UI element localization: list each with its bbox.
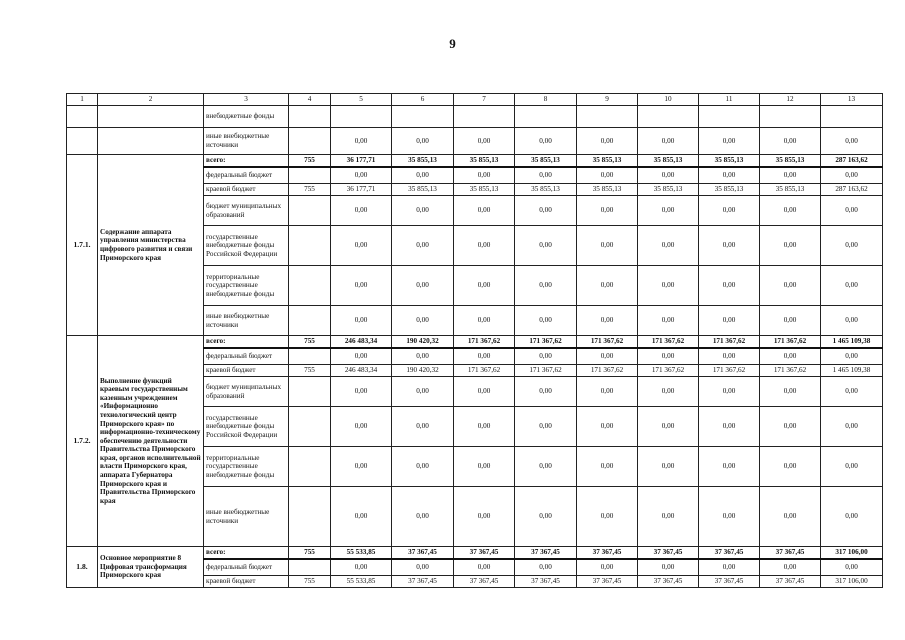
amount-cell: 35 855,13: [760, 155, 821, 167]
amount-cell: 0,00: [331, 348, 392, 365]
budget-code: [289, 167, 331, 184]
table-row: [67, 106, 883, 128]
amount-cell: 0,00: [392, 487, 454, 547]
amount-cell: 0,00: [392, 128, 454, 155]
section-name: Выполнение функций краевым государственным казенным учреждением «Информационно технологический центр Приморского края» по информационно-техническому обеспечению деятельности Правительства Приморского края, органов исполнительной власти Приморского края, аппарата Губернатора Приморского края и Правительства Приморского края: [98, 336, 204, 547]
budget-code: 755: [289, 547, 331, 559]
amount-cell: 171 367,62: [577, 336, 638, 348]
amount-cell: 0,00: [638, 559, 699, 576]
amount-cell: 35 855,13: [577, 155, 638, 167]
amount-cell: 0,00: [821, 348, 883, 365]
page-number: 9: [449, 36, 456, 51]
amount-cell: 0,00: [577, 226, 638, 266]
header-cell: 6: [392, 94, 454, 106]
budget-code: [289, 377, 331, 407]
amount-cell: 0,00: [331, 128, 392, 155]
amount-cell: 37 367,45: [577, 547, 638, 559]
budget-code: [289, 487, 331, 547]
amount-cell: 0,00: [515, 226, 577, 266]
amount-cell: 0,00: [699, 447, 760, 487]
amount-cell: 35 855,13: [392, 155, 454, 167]
amount-cell: 0,00: [821, 226, 883, 266]
amount-cell: 0,00: [577, 167, 638, 184]
amount-cell: 0,00: [638, 266, 699, 306]
budget-code: [289, 128, 331, 155]
budget-code: [289, 266, 331, 306]
amount-cell: 55 533,85: [331, 576, 392, 588]
amount-cell: 0,00: [699, 196, 760, 226]
budget-code: 755: [289, 336, 331, 348]
section-number: 1.8.: [67, 547, 98, 588]
amount-cell: 0,00: [454, 226, 515, 266]
amount-cell: 0,00: [331, 266, 392, 306]
amount-cell: 0,00: [331, 559, 392, 576]
funding-source: краевой бюджет: [204, 184, 289, 196]
amount-cell: 35 855,13: [454, 155, 515, 167]
amount-cell: 0,00: [331, 167, 392, 184]
amount-cell: [821, 106, 883, 128]
amount-cell: [577, 106, 638, 128]
amount-cell: 0,00: [331, 407, 392, 447]
section-total-row: [67, 336, 883, 348]
amount-cell: 37 367,45: [638, 547, 699, 559]
amount-cell: 55 533,85: [331, 547, 392, 559]
amount-cell: 0,00: [515, 128, 577, 155]
amount-cell: 35 855,13: [392, 184, 454, 196]
amount-cell: 171 367,62: [454, 336, 515, 348]
amount-cell: 0,00: [821, 407, 883, 447]
funding-source: федеральный бюджет: [204, 559, 289, 576]
amount-cell: 35 855,13: [515, 184, 577, 196]
header-cell: 3: [204, 94, 289, 106]
amount-cell: [392, 106, 454, 128]
amount-cell: 0,00: [515, 407, 577, 447]
amount-cell: 0,00: [577, 559, 638, 576]
amount-cell: [760, 106, 821, 128]
amount-cell: 0,00: [760, 447, 821, 487]
amount-cell: 171 367,62: [699, 336, 760, 348]
amount-cell: 0,00: [577, 407, 638, 447]
table-row: [67, 128, 883, 155]
header-cell: 2: [98, 94, 204, 106]
budget-code: 755: [289, 155, 331, 167]
amount-cell: 287 163,62: [821, 184, 883, 196]
amount-cell: 171 367,62: [454, 365, 515, 377]
amount-cell: 37 367,45: [760, 547, 821, 559]
section-name-cell: [98, 128, 204, 155]
amount-cell: 0,00: [515, 348, 577, 365]
amount-cell: 171 367,62: [760, 336, 821, 348]
section-name: Основное мероприятие 8 Цифровая трансформация Приморского края: [98, 547, 204, 588]
budget-code: [289, 226, 331, 266]
amount-cell: 0,00: [638, 167, 699, 184]
amount-cell: 0,00: [760, 167, 821, 184]
amount-cell: 0,00: [760, 559, 821, 576]
funding-source: бюджет муниципальных образований: [204, 196, 289, 226]
amount-cell: 0,00: [392, 447, 454, 487]
budget-table: [66, 93, 883, 588]
amount-cell: 0,00: [331, 306, 392, 336]
amount-cell: 0,00: [638, 128, 699, 155]
amount-cell: 0,00: [821, 196, 883, 226]
funding-source: иные внебюджетные источники: [204, 306, 289, 336]
amount-cell: [331, 106, 392, 128]
amount-cell: 0,00: [699, 128, 760, 155]
amount-cell: 0,00: [821, 487, 883, 547]
amount-cell: 0,00: [454, 196, 515, 226]
amount-cell: 0,00: [760, 128, 821, 155]
budget-code: [289, 106, 331, 128]
amount-cell: 171 367,62: [699, 365, 760, 377]
amount-cell: 0,00: [821, 377, 883, 407]
header-cell: 4: [289, 94, 331, 106]
amount-cell: 0,00: [515, 167, 577, 184]
amount-cell: 35 855,13: [760, 184, 821, 196]
amount-cell: 0,00: [454, 348, 515, 365]
section-total-row: [67, 547, 883, 559]
amount-cell: 37 367,45: [577, 576, 638, 588]
funding-source: территориальные государственные внебюджетные фонды: [204, 266, 289, 306]
amount-cell: 0,00: [454, 167, 515, 184]
section-number-cell: [67, 106, 98, 128]
budget-code: 755: [289, 365, 331, 377]
amount-cell: 246 483,34: [331, 365, 392, 377]
budget-code: [289, 407, 331, 447]
funding-source: федеральный бюджет: [204, 348, 289, 365]
amount-cell: 0,00: [821, 306, 883, 336]
amount-cell: 35 855,13: [699, 184, 760, 196]
amount-cell: 37 367,45: [515, 547, 577, 559]
amount-cell: 0,00: [638, 226, 699, 266]
amount-cell: 287 163,62: [821, 155, 883, 167]
amount-cell: 35 855,13: [454, 184, 515, 196]
amount-cell: 0,00: [392, 559, 454, 576]
section-number: 1.7.2.: [67, 336, 98, 547]
amount-cell: 35 855,13: [638, 184, 699, 196]
amount-cell: 0,00: [454, 487, 515, 547]
amount-cell: 0,00: [392, 348, 454, 365]
amount-cell: 0,00: [638, 487, 699, 547]
amount-cell: [515, 106, 577, 128]
amount-cell: 0,00: [699, 377, 760, 407]
section-name: Содержание аппарата управления министерства цифрового развития и связи Приморского края: [98, 155, 204, 336]
amount-cell: 0,00: [821, 266, 883, 306]
amount-cell: 0,00: [515, 196, 577, 226]
amount-cell: 0,00: [331, 377, 392, 407]
amount-cell: 0,00: [515, 266, 577, 306]
section-total-row: [67, 155, 883, 167]
amount-cell: 171 367,62: [515, 365, 577, 377]
amount-cell: 0,00: [638, 196, 699, 226]
header-cell: 13: [821, 94, 883, 106]
amount-cell: 35 855,13: [699, 155, 760, 167]
amount-cell: 37 367,45: [760, 576, 821, 588]
amount-cell: 171 367,62: [515, 336, 577, 348]
funding-source: краевой бюджет: [204, 365, 289, 377]
amount-cell: 0,00: [331, 487, 392, 547]
funding-source: государственные внебюджетные фонды Российской Федерации: [204, 226, 289, 266]
amount-cell: 0,00: [392, 167, 454, 184]
section-name-cell: [98, 106, 204, 128]
amount-cell: 0,00: [638, 377, 699, 407]
amount-cell: 37 367,45: [699, 547, 760, 559]
amount-cell: 37 367,45: [392, 576, 454, 588]
amount-cell: 0,00: [454, 407, 515, 447]
amount-cell: 0,00: [577, 266, 638, 306]
header-cell: 5: [331, 94, 392, 106]
amount-cell: 35 855,13: [515, 155, 577, 167]
amount-cell: 0,00: [821, 167, 883, 184]
funding-source: бюджет муниципальных образований: [204, 377, 289, 407]
header-cell: 10: [638, 94, 699, 106]
amount-cell: 0,00: [577, 447, 638, 487]
amount-cell: 37 367,45: [699, 576, 760, 588]
amount-cell: 0,00: [699, 348, 760, 365]
section-number: 1.7.1.: [67, 155, 98, 336]
amount-cell: 0,00: [392, 306, 454, 336]
amount-cell: 0,00: [760, 266, 821, 306]
amount-cell: 0,00: [577, 196, 638, 226]
amount-cell: 0,00: [331, 447, 392, 487]
header-cell: 9: [577, 94, 638, 106]
funding-source: государственные внебюджетные фонды Российской Федерации: [204, 407, 289, 447]
amount-cell: 0,00: [392, 407, 454, 447]
amount-cell: 0,00: [515, 306, 577, 336]
amount-cell: 36 177,71: [331, 184, 392, 196]
amount-cell: 0,00: [699, 487, 760, 547]
budget-code: 755: [289, 576, 331, 588]
amount-cell: 0,00: [577, 306, 638, 336]
budget-code: [289, 348, 331, 365]
amount-cell: 0,00: [454, 559, 515, 576]
funding-source: федеральный бюджет: [204, 167, 289, 184]
amount-cell: 0,00: [577, 377, 638, 407]
funding-source: всего:: [204, 336, 289, 348]
amount-cell: 0,00: [638, 348, 699, 365]
amount-cell: 0,00: [392, 196, 454, 226]
amount-cell: 0,00: [760, 196, 821, 226]
amount-cell: 171 367,62: [760, 365, 821, 377]
amount-cell: 190 420,32: [392, 336, 454, 348]
amount-cell: 0,00: [760, 377, 821, 407]
budget-code: [289, 196, 331, 226]
amount-cell: 0,00: [577, 348, 638, 365]
amount-cell: 0,00: [515, 559, 577, 576]
budget-code: [289, 306, 331, 336]
amount-cell: 0,00: [454, 377, 515, 407]
funding-source: иные внебюджетные источники: [204, 487, 289, 547]
header-row: [67, 94, 883, 106]
amount-cell: 0,00: [760, 407, 821, 447]
amount-cell: 0,00: [760, 348, 821, 365]
amount-cell: 1 465 109,38: [821, 336, 883, 348]
amount-cell: 317 106,00: [821, 576, 883, 588]
amount-cell: 37 367,45: [392, 547, 454, 559]
amount-cell: 35 855,13: [577, 184, 638, 196]
amount-cell: 0,00: [515, 487, 577, 547]
amount-cell: 0,00: [515, 447, 577, 487]
budget-code: [289, 559, 331, 576]
funding-source: всего:: [204, 155, 289, 167]
amount-cell: 0,00: [392, 226, 454, 266]
amount-cell: 0,00: [699, 167, 760, 184]
header-cell: 12: [760, 94, 821, 106]
amount-cell: 0,00: [331, 196, 392, 226]
funding-source: внебюджетные фонды: [204, 106, 289, 128]
amount-cell: 0,00: [454, 447, 515, 487]
amount-cell: 0,00: [515, 377, 577, 407]
header-cell: 8: [515, 94, 577, 106]
amount-cell: [699, 106, 760, 128]
amount-cell: 0,00: [454, 266, 515, 306]
amount-cell: [638, 106, 699, 128]
amount-cell: 0,00: [638, 407, 699, 447]
amount-cell: 1 465 109,38: [821, 365, 883, 377]
amount-cell: 0,00: [454, 306, 515, 336]
amount-cell: 0,00: [392, 266, 454, 306]
amount-cell: 0,00: [699, 266, 760, 306]
amount-cell: 37 367,45: [515, 576, 577, 588]
amount-cell: 0,00: [821, 447, 883, 487]
budget-code: [289, 447, 331, 487]
amount-cell: 0,00: [821, 128, 883, 155]
amount-cell: 0,00: [331, 226, 392, 266]
funding-source: иные внебюджетные источники: [204, 128, 289, 155]
amount-cell: 37 367,45: [454, 547, 515, 559]
amount-cell: 0,00: [699, 559, 760, 576]
funding-source: всего:: [204, 547, 289, 559]
amount-cell: 0,00: [638, 306, 699, 336]
header-cell: 11: [699, 94, 760, 106]
funding-source: краевой бюджет: [204, 576, 289, 588]
amount-cell: 0,00: [699, 226, 760, 266]
amount-cell: 0,00: [392, 377, 454, 407]
amount-cell: 37 367,45: [638, 576, 699, 588]
amount-cell: 317 106,00: [821, 547, 883, 559]
amount-cell: 246 483,34: [331, 336, 392, 348]
amount-cell: [454, 106, 515, 128]
amount-cell: 35 855,13: [638, 155, 699, 167]
amount-cell: 37 367,45: [454, 576, 515, 588]
budget-code: 755: [289, 184, 331, 196]
amount-cell: 0,00: [760, 487, 821, 547]
amount-cell: 36 177,71: [331, 155, 392, 167]
amount-cell: 0,00: [760, 306, 821, 336]
header-cell: 1: [67, 94, 98, 106]
amount-cell: 0,00: [577, 128, 638, 155]
amount-cell: 0,00: [821, 559, 883, 576]
amount-cell: 0,00: [638, 447, 699, 487]
amount-cell: 0,00: [454, 128, 515, 155]
header-cell: 7: [454, 94, 515, 106]
section-number-cell: [67, 128, 98, 155]
amount-cell: 171 367,62: [638, 365, 699, 377]
amount-cell: 190 420,32: [392, 365, 454, 377]
amount-cell: 0,00: [699, 407, 760, 447]
amount-cell: 0,00: [699, 306, 760, 336]
amount-cell: 0,00: [760, 226, 821, 266]
funding-source: территориальные государственные внебюджетные фонды: [204, 447, 289, 487]
amount-cell: 171 367,62: [577, 365, 638, 377]
amount-cell: 171 367,62: [638, 336, 699, 348]
amount-cell: 0,00: [577, 487, 638, 547]
